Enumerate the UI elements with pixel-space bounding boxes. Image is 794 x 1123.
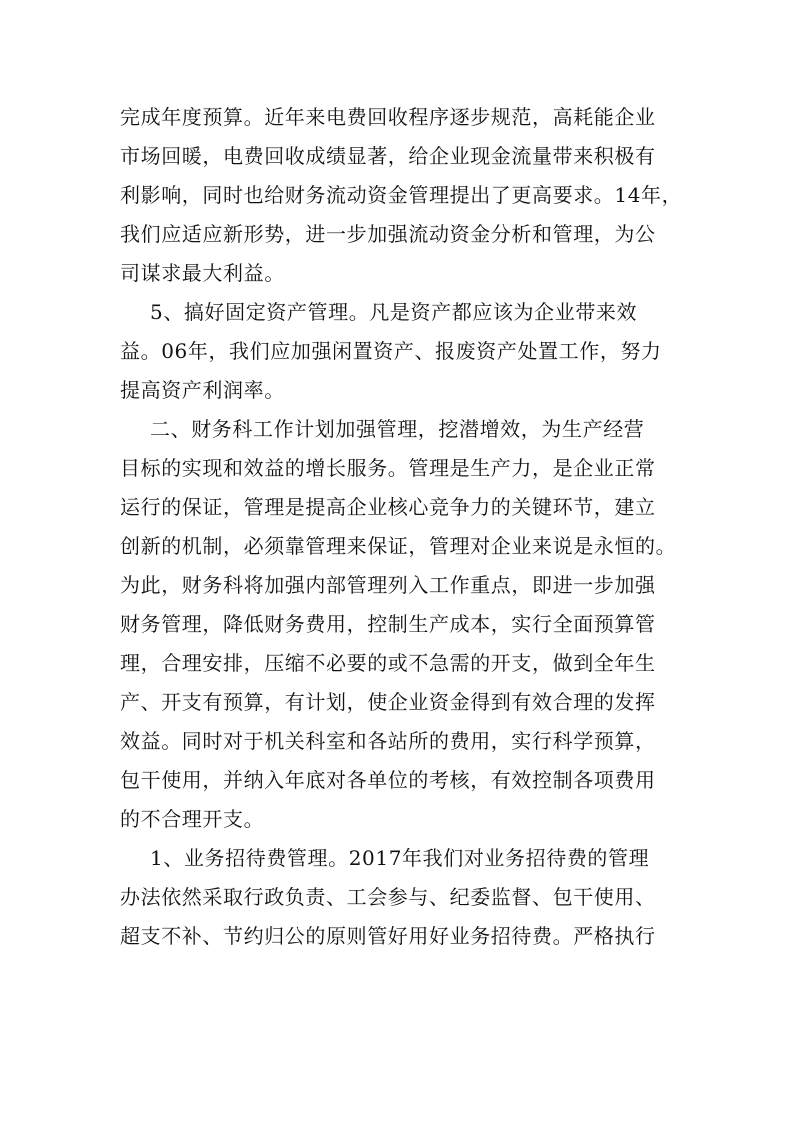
text-line: 益。06年，我们应加强闲置资产、报废资产处置工作，努力 bbox=[120, 339, 662, 363]
text-line: 理，合理安排，压缩不必要的或不急需的开支，做到全年生 bbox=[120, 651, 656, 675]
text-line: 利影响，同时也给财务流动资金管理提出了更高要求。14年， bbox=[120, 183, 683, 207]
text-line: 办法依然采取行政负责、工会参与、纪委监督、包干使用、 bbox=[120, 885, 656, 909]
text-line: 目标的实现和效益的增长服务。管理是生产力，是企业正常 bbox=[120, 456, 656, 480]
section-heading-line: 二、财务科工作计划加强管理，挖潜增效，为生产经营 bbox=[150, 417, 645, 441]
paragraph-start-line: 1、业务招待费管理。2017年我们对业务招待费的管理 bbox=[150, 846, 650, 870]
text-line: 提高资产利润率。 bbox=[120, 378, 285, 402]
text-line: 创新的机制，必须靠管理来保证，管理对企业来说是永恒的。 bbox=[120, 534, 677, 558]
text-line: 为此，财务科将加强内部管理列入工作重点，即进一步加强 bbox=[120, 573, 656, 597]
text-line: 我们应适应新形势，进一步加强流动资金分析和管理，为公 bbox=[120, 222, 656, 246]
text-line: 产、开支有预算，有计划，使企业资金得到有效合理的发挥 bbox=[120, 690, 656, 714]
text-line: 完成年度预算。近年来电费回收程序逐步规范，高耗能企业 bbox=[120, 105, 656, 129]
paragraph-start-line: 5、搞好固定资产管理。凡是资产都应该为企业带来效 bbox=[150, 300, 638, 324]
text-line: 的不合理开支。 bbox=[120, 807, 265, 831]
text-line: 超支不补、节约归公的原则管好用好业务招待费。严格执行 bbox=[120, 924, 656, 948]
text-line: 包干使用，并纳入年底对各单位的考核，有效控制各项费用 bbox=[120, 768, 656, 792]
text-line: 财务管理，降低财务费用，控制生产成本，实行全面预算管 bbox=[120, 612, 656, 636]
text-line: 运行的保证，管理是提高企业核心竞争力的关键环节，建立 bbox=[120, 495, 656, 519]
document-body bbox=[120, 98, 690, 956]
text-line: 司谋求最大利益。 bbox=[120, 261, 285, 285]
text-line: 市场回暖，电费回收成绩显著，给企业现金流量带来积极有 bbox=[120, 144, 656, 168]
text-line: 效益。同时对于机关科室和各站所的费用，实行科学预算， bbox=[120, 729, 656, 753]
